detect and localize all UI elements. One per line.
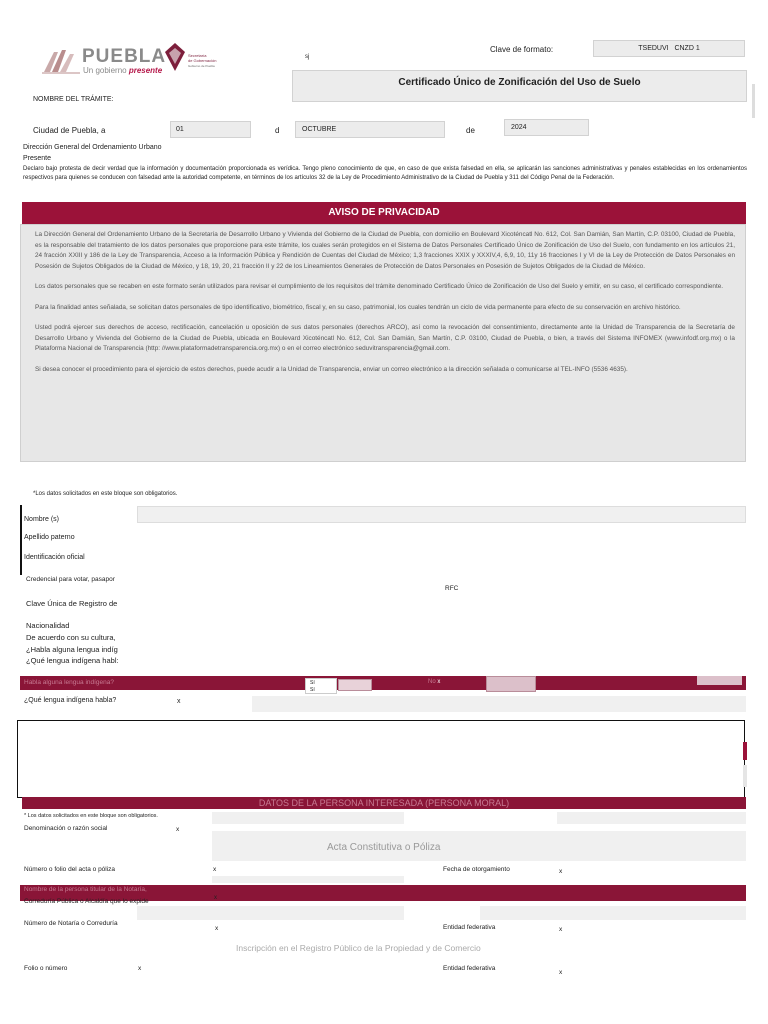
numero-notaria-label: Número de Notaría o Correduría — [24, 920, 118, 927]
no-label — [428, 679, 440, 685]
addressee-line2: Presente — [23, 155, 52, 162]
correduria-label: Correduría Pública o Alcaldía que lo expide — [24, 898, 149, 905]
city-label: Ciudad de Puebla, a — [33, 126, 106, 135]
lengua-bar — [20, 676, 746, 690]
puebla-logo — [40, 44, 167, 80]
si-option-box[interactable] — [305, 678, 337, 694]
declaration-text: Declaro bajo protesta de decir verdad que la información y documentación proporcionada es verídica. Tengo pleno conocimiento de que, en caso de que exista falsedad en ella, se aplicarán las sanciones administrativas y penales establecidas en los ordenamientos respectivos para quienes se conducen con falsedad ante la autoridad competente, en términos de los artículos 32 de la Ley de Procedimiento Administrativo de la Ciudad de Puebla y 311 del Código Penal de la Federación. — [23, 166, 747, 181]
que-lengua-x: x — [177, 698, 181, 705]
que-lengua-question: ¿Qué lengua indígena habl: — [26, 656, 119, 665]
privacy-paragraph: Usted podrá ejercer sus derechos de acceso, rectificación, cancelación u oposición de sus datos personales (derechos ARCO), así como la revocación del consentimiento, directamente ante la Unidad de Transparencia de la Secretaría de Desarrollo Urbano y Vivienda del Gobierno de la Ciudad de Puebla, ubicada en Boulevard Xicoténcatl No. 612, Col. San Damián, San Martín, C.P. 03100, Ciudad de Puebla, o bien, a través del Sistema INFOMEX (www.infodf.org.mx) o la Plataforma Nacional de Transparencia (http: //www.plataformadetransparencia.org.mx) o en el correo electrónico seduvitransparencia@gmail.com. — [35, 324, 735, 352]
rfc-label: RFC — [445, 585, 459, 592]
privacy-paragraph: Los datos personales que se recaben en este formato serán utilizados para revisar el cumplimiento de los requisitos del trámite denominado Certificado Único de Zonificación de Uso del Suelo y emitir, en su caso, el certificado correspondiente. — [35, 283, 724, 290]
si-label-2: Sí — [310, 687, 315, 693]
blank-box — [17, 720, 745, 798]
denominacion-x: x — [176, 826, 180, 833]
credencial-label: Credencial para votar, pasapor — [26, 576, 115, 583]
privacy-title: AVISO DE PRIVACIDAD — [328, 207, 440, 218]
document-title: Certificado Único de Zonificación del Uso de Suelo — [398, 77, 641, 88]
entidad-label-1: Entidad federativa — [443, 924, 496, 931]
secretaria-logo — [164, 42, 230, 74]
secretaria-line1: Secretaría — [188, 53, 207, 58]
inscripcion-heading: Inscripción en el Registro Público de la Propiedad y de Comercio — [236, 943, 481, 953]
scroll-mark — [752, 84, 755, 118]
correduria-x: x — [214, 895, 217, 901]
apellido-label: Apellido paterno — [24, 534, 75, 541]
que-lengua-label: ¿Qué lengua indígena habla? — [24, 697, 117, 704]
lengua-bar-text: Habla alguna lengua indígena? — [24, 679, 114, 686]
nacionalidad-label: Nacionalidad — [26, 621, 70, 630]
puebla-emblem-icon — [40, 46, 82, 76]
que-lengua-field[interactable] — [252, 696, 746, 712]
entidad-x-1: x — [559, 926, 563, 933]
si-label-1: Sí — [310, 680, 315, 686]
clave-field[interactable] — [593, 40, 745, 57]
small-mark: sj — [305, 54, 310, 60]
tagline-b: presente — [128, 66, 163, 75]
numero-acta-field[interactable] — [212, 876, 404, 883]
title-box — [292, 70, 747, 102]
curp-label: Clave Única de Registro de — [26, 599, 118, 608]
moral-note-field-2[interactable] — [557, 812, 746, 824]
moral-title: DATOS DE LA PERSONA INTERESADA (PERSONA MORAL) — [258, 798, 510, 808]
secretaria-emblem-icon — [164, 42, 186, 72]
privacy-paragraph: Para la finalidad antes señalada, se solicitan datos personales de tipo identificativo, biométrico, fiscal y, en su caso, patrimonial, los cuales tendrán un ciclo de vida permanente para efecto de su conservación en archivo histórico. — [35, 303, 681, 311]
notaria-bar-text: Nombre de la persona titular de la Notaría, — [24, 886, 147, 893]
fecha-label: Fecha de otorgamiento — [443, 866, 510, 873]
correduria-field-2[interactable] — [480, 906, 746, 920]
privacy-body — [20, 224, 746, 462]
year-value: 2024 — [511, 124, 527, 131]
tramite-label: NOMBRE DEL TRÁMITE: — [33, 96, 114, 103]
lengua-extra-box[interactable] — [697, 676, 742, 685]
identificacion-label: Identificación oficial — [24, 554, 85, 561]
puebla-wordmark: PUEBLA — [82, 46, 167, 67]
d-label: d — [275, 126, 280, 135]
addressee-line1: Dirección General del Ordenamiento Urbano — [23, 144, 162, 151]
acta-section — [212, 831, 746, 861]
puebla-tagline — [83, 66, 162, 75]
clave-value: TSEDUVI CNZD 1 — [638, 45, 700, 52]
blank-box-edge-top — [743, 742, 747, 760]
numero-acta-x: x — [213, 866, 217, 873]
nombre-field[interactable] — [137, 506, 746, 523]
left-rule — [20, 505, 22, 575]
privacy-paragraph: La Dirección General del Ordenamiento Urbano de la Secretaría de Desarrollo Urbano y Vivienda del Gobierno de la Ciudad de Puebla, con domicilio en Boulevard Xicoténcatl No. 612, Col. San Damián, San Martín, C.P. 03100, Ciudad de Puebla, es la responsable del tratamiento de los datos personales que proporcione para este trámite, los cuales serán protegidos en el Sistema de Datos Personales Certificado Único de Zonificación de Uso del Suelo, con fundamento en los artículos 21, 24 fracción XXIII y 186 de la Ley de Transparencia, Acceso a la Información Pública y Rendición de Cuentas del Ciudad de México; 1,3 fracciones XXIX y XXXIV,4, 6,9, 10, 11y 16 fracciones I y VI de la Ley de Protección de Datos Personales en Posesión de Sujetos Obligados de la Ciudad de México, y 18, 19, 20, 21 fracción II y 22 de los Lineamientos Generales de Protección de Datos Personales en Posesión de Sujetos Obligados de la Ciudad de México. — [35, 231, 735, 270]
no-mark: x — [437, 679, 441, 685]
privacy-header-bar — [22, 202, 746, 224]
tagline-a: Un gobierno — [83, 66, 129, 75]
month-value: OCTUBRE — [302, 126, 337, 133]
acta-heading: Acta Constitutiva o Póliza — [327, 842, 441, 853]
moral-header-bar — [22, 797, 746, 809]
fisica-note: *Los datos solicitados en este bloque son obligatorios. — [33, 491, 178, 497]
folio-x: x — [138, 965, 142, 972]
secretaria-line3: Gobierno de Puebla — [188, 64, 215, 68]
correduria-field[interactable] — [137, 906, 404, 920]
entidad-x-2: x — [559, 969, 563, 976]
de-label: de — [466, 126, 475, 135]
month-field[interactable] — [295, 121, 445, 138]
folio-label: Folio o número — [24, 965, 68, 972]
cultura-label: De acuerdo con su cultura, — [26, 633, 116, 642]
no-text: No — [428, 679, 436, 685]
year-field[interactable] — [504, 119, 589, 136]
day-value: 01 — [176, 126, 184, 133]
entidad-label-2: Entidad federativa — [443, 965, 496, 972]
nombre-label: Nombre (s) — [24, 516, 60, 523]
fecha-x: x — [559, 868, 563, 875]
no-checkbox[interactable] — [486, 676, 536, 692]
numero-notaria-x: x — [215, 925, 219, 932]
si-checkbox[interactable] — [338, 679, 372, 691]
moral-note-field[interactable] — [212, 812, 404, 824]
secretaria-line2: de Gobernación — [188, 58, 217, 63]
numero-acta-label: Número o folio del acta o póliza — [24, 866, 116, 873]
clave-label: Clave de formato: — [490, 45, 554, 54]
blank-box-edge-bottom — [743, 765, 747, 787]
habla-question: ¿Habla alguna lengua indíg — [26, 645, 118, 654]
day-field[interactable] — [170, 121, 251, 138]
privacy-paragraph: Si desea conocer el procedimiento para el ejercicio de estos derechos, puede acudir a la Unidad de Transparencia, enviar un correo electrónico a la dirección señalada o comunicarse al TEL-INFO (5536 4635). — [35, 365, 628, 373]
denominacion-label: Denominación o razón social — [24, 825, 108, 832]
moral-note: * Los datos solicitados en este bloque son obligatorios. — [24, 813, 158, 819]
